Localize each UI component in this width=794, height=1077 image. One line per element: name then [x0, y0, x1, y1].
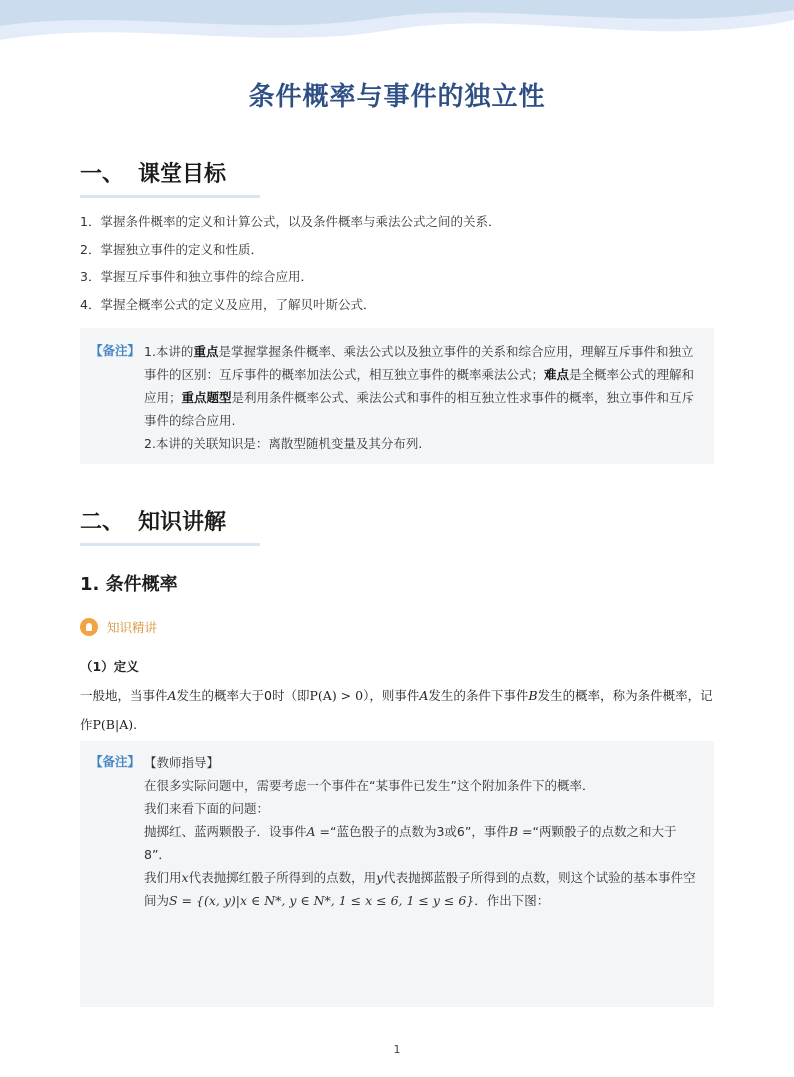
- note-box-objectives: [80, 328, 714, 464]
- note-body: [144, 340, 696, 455]
- math-symbol: A: [306, 824, 316, 839]
- note-text: =“蓝色骰子的点数为3或6”，事件: [315, 824, 509, 839]
- note-line: 我们来看下面的问题：: [144, 801, 270, 816]
- note-line: 在很多实际问题中，需要考虑一个事件在“某事件已发生”这个附加条件下的概率．: [144, 778, 595, 793]
- body-text: ），则事件: [363, 688, 420, 703]
- body-text: 一般地，当事件: [80, 688, 168, 703]
- section-underline: [80, 543, 260, 546]
- note-text: 抛掷红、蓝两颗骰子．设事件: [144, 824, 307, 839]
- definition-title: （1）定义: [80, 659, 139, 674]
- math-symbol: x: [181, 870, 189, 885]
- note-text: 是全概率公式的理解和应用；: [144, 367, 695, 405]
- note-box-teacher: [80, 741, 714, 1007]
- badge-label: 知识精讲: [107, 620, 158, 635]
- section-title: 课堂目标: [138, 162, 227, 187]
- note-line: 【教师指导】: [144, 755, 220, 770]
- list-item: 4．掌握全概率公式的定义及应用，了解贝叶斯公式．: [80, 296, 376, 312]
- subsection-title: 1. 条件概率: [80, 574, 178, 595]
- note-tag: 【备注】: [90, 343, 141, 358]
- math-formula: P(B|A): [92, 717, 134, 732]
- math-formula: S = {(x, y)|x ∈ N*, y ∈ N*, 1 ≤ x ≤ 6, 1 ≤ y ≤ 6}: [169, 893, 475, 908]
- note-emphasis: 难点: [544, 367, 570, 382]
- note-paragraph: [144, 340, 696, 432]
- math-symbol: A: [419, 688, 429, 703]
- note-text: 是利用条件概率公式、乘法公式和事件的相互独立性求事件的概率，独立事件和互斥事件的综合应用.: [144, 390, 695, 428]
- document-title: 条件概率与事件的独立性: [248, 82, 546, 112]
- note-emphasis: 重点题型: [181, 390, 232, 405]
- note-paragraph: 2.本讲的关联知识是：离散型随机变量及其分布列.: [144, 436, 423, 451]
- list-item: 3．掌握互斥事件和独立事件的综合应用．: [80, 269, 313, 284]
- note-body: [144, 751, 696, 912]
- note-text: 我们用: [144, 870, 182, 885]
- note-tag: 【备注】: [90, 754, 141, 769]
- section-title: 知识讲解: [138, 510, 227, 535]
- section-heading-objectives: [80, 157, 226, 188]
- body-text: 发生的概率，称为条件概率，记作: [80, 688, 713, 732]
- lightbulb-icon: [80, 618, 98, 636]
- knowledge-badge: [80, 618, 157, 636]
- section-number: 二、: [80, 510, 125, 535]
- math-formula: P(A) > 0: [309, 688, 364, 703]
- list-item: 1．掌握条件概率的定义和计算公式，以及条件概率与乘法公式之间的关系．: [80, 214, 501, 229]
- header-wave-decoration: [0, 0, 794, 58]
- math-symbol: B: [508, 824, 519, 839]
- body-text: 发生的概率大于0时（即: [176, 688, 310, 703]
- body-text: .: [133, 717, 138, 732]
- section-number: 一、: [80, 162, 125, 187]
- list-item: 2．掌握独立事件的定义和性质．: [80, 241, 263, 257]
- note-text: 是掌握掌握条件概率、乘法公式以及独立事件的关系和综合应用，理解互斥事件和独立事件的区别：互斥事件的概率加法公式，相互独立事件的概率乘法公式；: [144, 344, 694, 382]
- math-symbol: B: [528, 688, 538, 703]
- objectives-list: [80, 215, 500, 325]
- note-text: 代表抛掷蓝骰子所得到的点数，则这个试验的基本事件空间为: [144, 870, 696, 908]
- note-line: [144, 820, 696, 866]
- section-heading-knowledge: [80, 505, 226, 536]
- definition-paragraph: [80, 681, 720, 739]
- math-symbol: y: [376, 870, 384, 885]
- math-symbol: A: [167, 688, 177, 703]
- note-text: ．作出下图：: [474, 893, 550, 908]
- note-emphasis: 重点: [193, 344, 219, 359]
- note-text: =“两颗骰子的点数之和大于8”．: [144, 824, 677, 862]
- note-line: [144, 866, 696, 912]
- note-text: 代表抛掷红骰子所得到的点数，用: [188, 870, 377, 885]
- note-text: 1.本讲的: [144, 344, 194, 359]
- page-number: 1: [393, 1043, 401, 1056]
- body-text: 发生的条件下事件: [428, 688, 529, 703]
- section-underline: [80, 195, 260, 198]
